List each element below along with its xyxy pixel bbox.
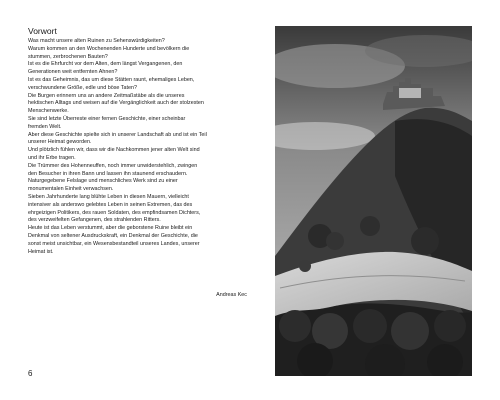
text-line: Warum kommen an den Wochenenden Hunderte und bevölkern die <box>28 45 190 52</box>
tree <box>434 310 466 342</box>
page-title: Vorwort <box>28 26 57 36</box>
text-line: den Besucher in ihren Bann und lassen ihn staunend erschaudern. <box>28 170 188 177</box>
page-number: 6 <box>28 369 33 378</box>
text-line: Aber diese Geschichte spielte sich in unserer Landschaft ab und ist ein Teil <box>28 131 207 138</box>
tree <box>279 310 311 342</box>
text-line: fremden Welt. <box>28 123 62 130</box>
tree <box>326 232 344 250</box>
tree <box>299 260 311 272</box>
text-line: stummen, zerbrochenen Bauten? <box>28 53 108 60</box>
text-line: unserer Heimat geworden. <box>28 139 92 146</box>
castle-ruin-on-forested-hill-photo <box>275 26 472 376</box>
text-line: und ihr Erbe tragen. <box>28 154 76 161</box>
text-line: Ist es die Ehrfurcht vor dem Alten, dem längst Vergangenen, den <box>28 61 183 68</box>
text-line: Heimat ist. <box>28 248 54 255</box>
tree <box>391 312 429 350</box>
tree <box>360 216 380 236</box>
text-line: monumentalen Einheit verwachsen. <box>28 186 114 193</box>
text-line: sonst meist unsichtbar, ein Wesensbestandteil unseres Landes, unserer <box>28 240 200 247</box>
text-line: Die Burgen erinnern uns an andere Zeitmaßstäbe als die unseres <box>28 92 185 99</box>
text-line: Generationen weit entfernten Ahnen? <box>28 69 118 76</box>
text-line: Ist es das Geheimnis, das um diese Stätten raunt, ehemaliges Leben, <box>28 76 195 83</box>
text-line: des verzweifelten Gefangenen, des strahlenden Ritters. <box>28 217 161 224</box>
text-line: Sieben Jahrhunderte lang blühte Leben in diesen Mauern, vielleicht <box>28 193 189 200</box>
text-line: Menschenwerke. <box>28 108 69 115</box>
text-line: Naturgegebene Felslage und menschliches Werk sind zu einer <box>28 178 178 185</box>
author-signature: Andreas Kec <box>216 292 247 298</box>
text-line: ehrgeizigen Politikers, des rauen Soldaten, des empfindsamen Dichters, <box>28 209 201 216</box>
text-line: Denkmal von seltener Ausdruckskraft, ein Denkmal der Geschichte, die <box>28 232 198 239</box>
text-line: Und plötzlich fühlen wir, dass wir die Nachkommen jener alten Welt sind <box>28 147 200 154</box>
text-line: Was macht unsere alten Ruinen zu Sehenswürdigkeiten? <box>28 38 165 44</box>
tree <box>411 227 439 255</box>
castle-wall-highlight <box>399 88 421 98</box>
text-line: Heute ist das Leben verstummt, aber die geborstene Ruine bleibt ein <box>28 225 193 232</box>
tree <box>353 309 387 343</box>
text-line: Sie sind letzte Überreste einer fernen Geschichte, einer scheinbar <box>28 115 186 122</box>
text-line: intensiver als anderswo gelebtes Leben in seinen Extremen, das des <box>28 201 193 208</box>
text-line: hektischen Alltags und weisen auf die Vergänglichkeit auch der stolzesten <box>28 100 204 107</box>
text-line: verschwundene Größe, edle und böse Taten? <box>28 84 137 91</box>
text-line: Die Trümmer des Hohenneuffen, noch immer unwiderstehlich, zwingen <box>28 162 198 169</box>
preface-text <box>28 38 254 256</box>
